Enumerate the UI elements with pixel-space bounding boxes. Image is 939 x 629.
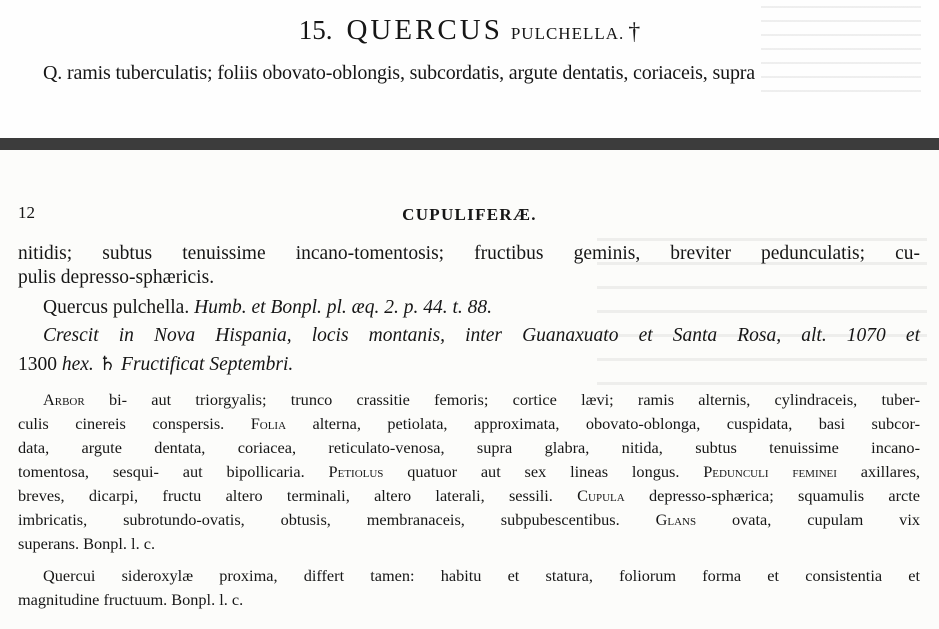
synonym-reference: Humb. et Bonpl. pl. æq. 2. p. 44. t. 88.: [194, 297, 492, 318]
genus-name: QUERCUS: [346, 14, 503, 46]
description-line: breves, dicarpi, fructu altero terminali, altero laterali, sessili. Cupula depresso-sphærica; squamulis arcte: [18, 486, 921, 505]
synonym-name: Quercus pulchella.: [43, 297, 190, 318]
altitude-unit: hex.: [61, 354, 94, 375]
text-line: nitidis; subtus tenuissime incano-tomentosis; fructibus geminis, breviter pedunculatis; cu-: [18, 243, 920, 264]
page-divider: [0, 138, 939, 150]
species-heading: [0, 14, 939, 47]
species-number: 15.: [298, 15, 333, 45]
description-line: tomentosa, sesqui- aut bipollicaria. Petiolus quatuor aut sex lineas longus. Pedunculi feminei axillares,: [18, 462, 921, 481]
book-page: [0, 150, 939, 629]
habitat-line: [18, 352, 293, 376]
habitat-line: Crescit in Nova Hispania, locis montanis, inter Guanaxuato et Santa Rosa, alt. 1070 et: [43, 325, 920, 346]
tree-symbol: ♄: [98, 354, 117, 375]
page-number: 12: [18, 203, 35, 222]
diagnosis-line: Q. ramis tuberculatis; foliis obovato-oblongis, subcordatis, argute dentatis, coriaceis, supra: [43, 62, 756, 84]
fructification: Fructificat Septembri.: [121, 354, 294, 375]
description-line: superans. Bonpl. l. c.: [18, 534, 156, 553]
description-line: data, argute dentata, coriacea, reticulato-venosa, supra glabra, nitida, subtus tenuissime incano-: [18, 438, 920, 457]
note-line: Quercui sideroxylæ proxima, differt tamen: habitu et statura, foliorum forma et consistentia et: [43, 566, 920, 585]
altitude-value: 1300: [18, 354, 57, 375]
note-line: magnitudine fructuum. Bonpl. l. c.: [18, 590, 244, 609]
dagger-symbol: †: [628, 19, 641, 45]
description-line: Arbor bi- aut triorgyalis; trunco crassitie femoris; cortice lævi; ramis alternis, cylindraceis, tuber-: [43, 390, 920, 409]
description-line: culis cinereis conspersis. Folia alterna, petiolata, approximata, obovato-oblonga, cuspidata, basi subcor-: [18, 414, 921, 433]
text-line: pulis depresso-sphæricis.: [18, 267, 215, 288]
description-line: imbricatis, subrotundo-ovatis, obtusis, membranaceis, subpubescentibus. Glans ovata, cupulam vix: [18, 510, 920, 529]
species-name: PULCHELLA.: [510, 24, 625, 43]
synonym-line: [43, 297, 492, 319]
top-page-fragment: [0, 0, 939, 138]
running-head: CUPULIFERÆ.: [402, 205, 537, 224]
